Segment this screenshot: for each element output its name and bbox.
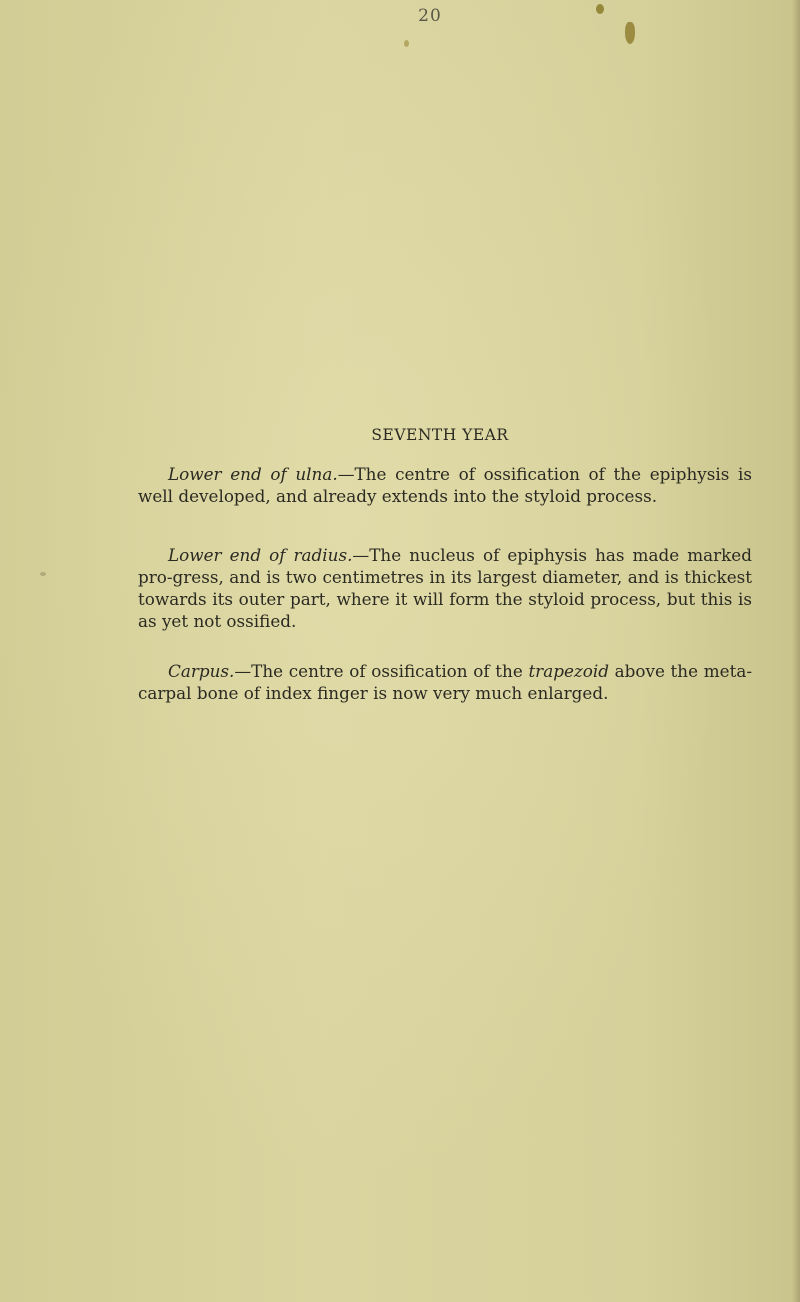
page-number: 20 (418, 6, 442, 26)
paragraph-label: Carpus. (168, 661, 235, 681)
paragraph-carpus (138, 660, 752, 704)
paragraph-label: Lower end of ulna. (168, 464, 338, 484)
ink-blot (625, 22, 635, 44)
paragraph-label: Lower end of radius. (168, 545, 353, 565)
paragraph-ulna (138, 463, 752, 507)
ink-blot (596, 4, 604, 14)
paragraph-emphasis: trapezoid (528, 661, 609, 681)
section-heading: SEVENTH YEAR (371, 426, 509, 444)
paragraph-text: above the meta-carpal bone of index finger is now very much enlarged. (138, 661, 752, 703)
page-edge-shadow (792, 0, 800, 1302)
paragraph-radius (138, 544, 752, 632)
paragraph-text: —The nucleus of epiphysis has made marked pro-gress, and is two centimetres in its largest diameter, and is thickest towards its outer part, where it will form the styloid process, but this is as yet not ossified. (138, 545, 752, 631)
paragraph-text: —The centre of ossification of the epiphysis is well developed, and already extends into the styloid process. (138, 464, 753, 506)
ink-blot (40, 572, 46, 576)
ink-blot (404, 40, 409, 47)
paragraph-text: —The centre of ossification of the (234, 661, 529, 681)
